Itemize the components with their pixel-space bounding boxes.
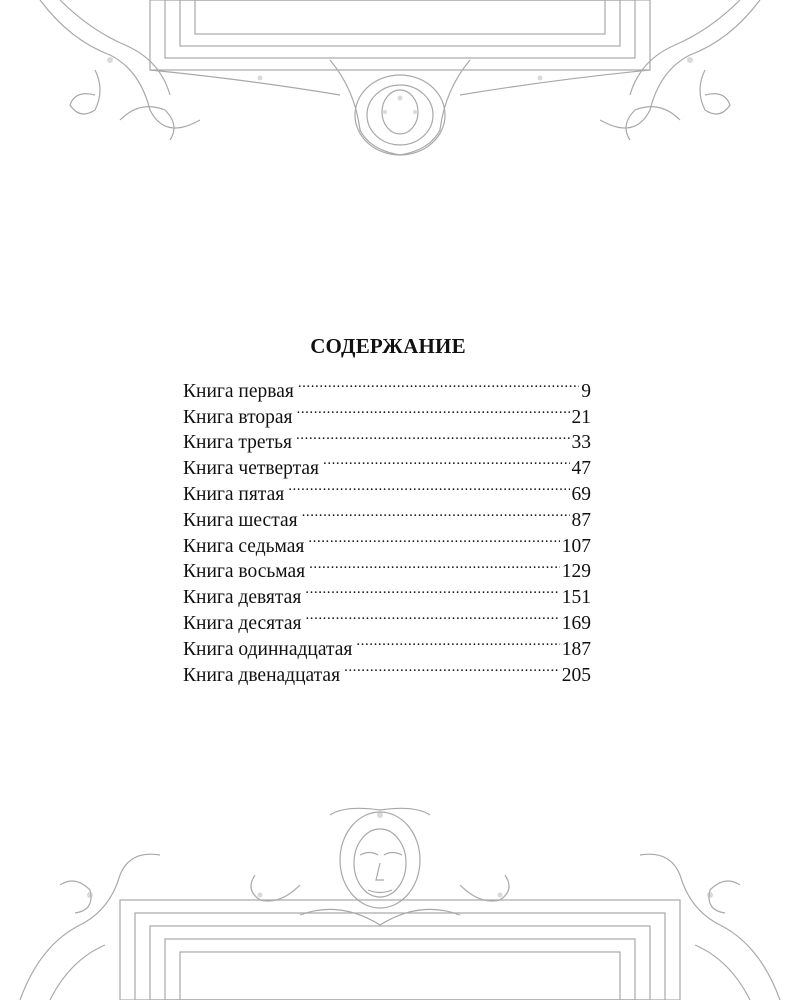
toc-entry-page: 169 (561, 612, 591, 634)
toc-leader-dots (302, 500, 570, 526)
toc-leader-dots (305, 603, 559, 629)
toc-leader-dots (305, 577, 559, 603)
toc-entry-label: Книга десятая (183, 612, 302, 634)
toc-entry-label: Книга четвертая (183, 458, 320, 480)
baroque-ornament-icon (0, 0, 800, 165)
toc-entry-page: 21 (571, 406, 591, 428)
bottom-ornament (0, 795, 800, 1000)
toc-entry-page: 69 (571, 483, 591, 505)
toc-entry-page: 205 (561, 664, 591, 686)
toc-entry-page: 9 (581, 380, 591, 402)
toc-entry-page: 33 (571, 432, 591, 454)
toc-entry-label: Книга двенадцатая (183, 664, 341, 686)
toc-entry-page: 47 (571, 458, 591, 480)
toc-entry-label: Книга вторая (183, 406, 293, 428)
toc-entry-page: 129 (561, 561, 591, 583)
table-of-contents (183, 334, 591, 686)
toc-leader-dots (297, 397, 570, 423)
toc-entry (183, 371, 591, 402)
baroque-ornament-mask-icon (0, 795, 800, 1000)
toc-entry-label: Книга первая (183, 380, 294, 402)
toc-leader-dots (309, 552, 560, 578)
toc-title: СОДЕРЖАНИЕ (310, 334, 466, 358)
toc-entry-label: Книга одиннадцатая (183, 638, 353, 660)
toc-leader-dots (296, 423, 570, 449)
toc-entry-label: Книга восьмая (183, 561, 306, 583)
toc-entry-label: Книга пятая (183, 483, 285, 505)
toc-entry-label: Книга шестая (183, 509, 298, 531)
toc-entry-page: 187 (561, 638, 591, 660)
toc-leader-dots (308, 526, 559, 552)
toc-leader-dots (288, 474, 569, 500)
toc-entry-page: 107 (561, 535, 591, 557)
toc-leader-dots (356, 629, 559, 655)
toc-leader-dots (298, 371, 579, 397)
toc-entry-label: Книга седьмая (183, 535, 305, 557)
toc-leader-dots (323, 448, 569, 474)
toc-entry-label: Книга девятая (183, 587, 302, 609)
toc-list (183, 371, 591, 686)
toc-entry-label: Книга третья (183, 432, 292, 454)
top-ornament (0, 0, 800, 165)
toc-entry-page: 87 (571, 509, 591, 531)
toc-leader-dots (344, 655, 560, 681)
toc-entry-page: 151 (561, 587, 591, 609)
